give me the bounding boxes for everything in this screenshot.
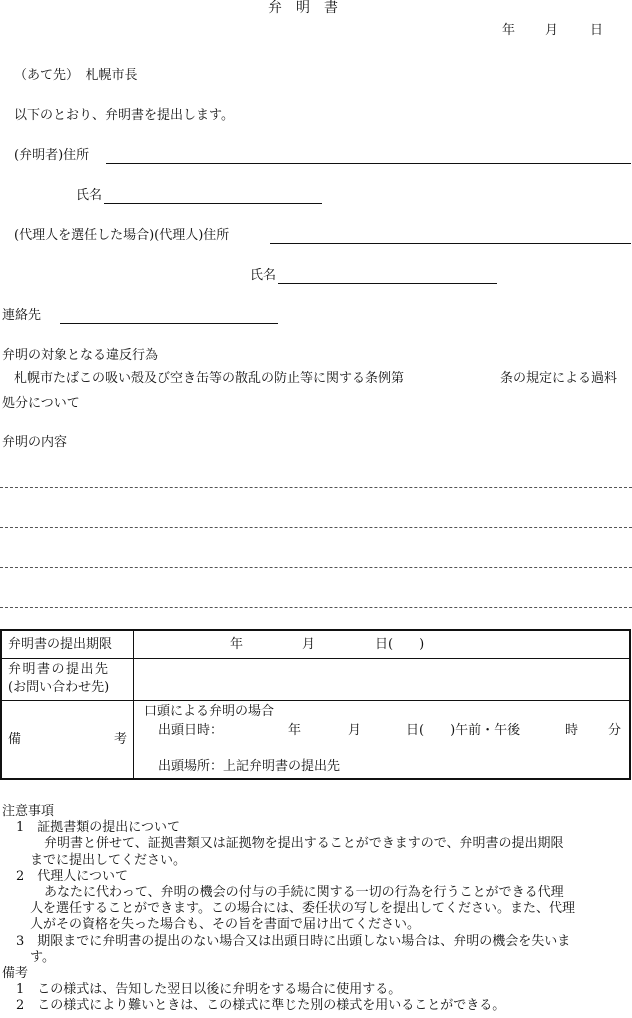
note-1-title: 1 証拠書類の提出について bbox=[16, 820, 181, 836]
notes-section bbox=[0, 804, 632, 1015]
date-year-label: 年 bbox=[502, 23, 516, 38]
note-2-line-1: あなたに代わって、弁明の機会の付与の手続に関する一切の行為を行うことができる代理 bbox=[44, 885, 564, 901]
deadline-day: 日( ) bbox=[375, 637, 425, 652]
document-title: 弁 明 書 bbox=[268, 0, 338, 16]
remarks-label-bi: 備 bbox=[8, 731, 22, 747]
contact-line[interactable] bbox=[60, 323, 278, 324]
appear-hour: 時 bbox=[565, 722, 579, 738]
applicant-name-label: 氏名 bbox=[76, 188, 103, 203]
note-2-line-3: 人がその資格を失った場合も、その旨を書面で届け出てください。 bbox=[30, 917, 421, 933]
note-2-title: 2 代理人について bbox=[16, 868, 129, 884]
remarks-label-ko: 考 bbox=[114, 731, 128, 747]
remarks-value-cell[interactable] bbox=[134, 700, 631, 779]
note-2-line-2: 人を選任することができます。この場合には、委任状の写しを提出してください。また、代理 bbox=[30, 901, 575, 917]
submit-to-value-cell[interactable] bbox=[134, 658, 631, 700]
appear-day-ampm: 日( )午前・午後 bbox=[406, 722, 521, 738]
appear-place: 出頭場所：上記弁明書の提出先 bbox=[158, 758, 341, 774]
deadline-label: 弁明書の提出期限 bbox=[8, 637, 113, 652]
deadline-row bbox=[1, 630, 630, 658]
agent-name-label: 氏名 bbox=[250, 268, 277, 283]
submit-to-label-cell bbox=[1, 658, 134, 700]
biko-item-1: 1 この様式は、告知した翌日以後に弁明をする場合に使用する。 bbox=[16, 982, 402, 998]
content-line-2[interactable] bbox=[0, 527, 632, 528]
applicant-address-line[interactable] bbox=[106, 163, 631, 164]
biko-heading: 備考 bbox=[2, 966, 29, 982]
submit-to-label: 弁明書の提出先 bbox=[8, 661, 110, 677]
violation-ordinance-text: 札幌市たばこの吸い殻及び空き缶等の散乱の防止等に関する条例第 bbox=[14, 371, 405, 386]
appear-year: 年 bbox=[288, 722, 302, 738]
remarks-row bbox=[1, 700, 630, 779]
note-1-line-1: 弁明書と併せて、証拠書類又は証拠物を提出することができますので、弁明書の提出期限 bbox=[44, 836, 564, 852]
appear-minute: 分 bbox=[608, 722, 622, 738]
appear-month: 月 bbox=[348, 722, 362, 738]
appear-datetime-label: 出頭日時： bbox=[158, 722, 224, 738]
deadline-month: 月 bbox=[302, 637, 316, 652]
violation-article-text: 条の規定による過料 bbox=[500, 371, 618, 386]
agent-address-label: (代理人を選任した場合)(代理人)住所 bbox=[14, 228, 230, 243]
oral-defense-heading: 口頭による弁明の場合 bbox=[144, 703, 275, 719]
content-line-4[interactable] bbox=[0, 607, 632, 608]
deadline-label-cell bbox=[1, 630, 134, 658]
content-line-1[interactable] bbox=[0, 487, 632, 488]
note-3-line-1: 3 期限までに弁明書の提出のない場合又は出頭日時に出頭しない場合は、弁明の機会を失いま bbox=[16, 933, 571, 949]
submission-info-table bbox=[0, 629, 631, 780]
note-1-line-2: までに提出してください。 bbox=[30, 852, 187, 868]
violation-disposal-text: 処分について bbox=[2, 396, 80, 411]
content-line-3[interactable] bbox=[0, 567, 632, 568]
date-day-label: 日 bbox=[590, 23, 604, 38]
date-month-label: 月 bbox=[545, 23, 559, 38]
note-3-line-2: す。 bbox=[30, 949, 55, 965]
remarks-label-cell bbox=[1, 700, 134, 779]
applicant-address-label: (弁明者)住所 bbox=[14, 148, 90, 163]
notes-heading: 注意事項 bbox=[2, 804, 55, 819]
violation-heading: 弁明の対象となる違反行為 bbox=[2, 348, 159, 363]
inquiry-label: (お問い合わせ先) bbox=[8, 679, 110, 695]
deadline-value-cell[interactable] bbox=[134, 630, 631, 658]
intro-text: 以下のとおり、弁明書を提出します。 bbox=[14, 108, 234, 123]
addressee: （あて先） 札幌市長 bbox=[14, 68, 138, 83]
agent-address-line[interactable] bbox=[270, 243, 631, 244]
contact-label: 連絡先 bbox=[2, 308, 42, 323]
content-heading: 弁明の内容 bbox=[2, 435, 68, 450]
deadline-year: 年 bbox=[230, 637, 244, 652]
submit-to-row bbox=[1, 658, 630, 700]
biko-item-2: 2 この様式により難いときは、この様式に準じた別の様式を用いることができる。 bbox=[16, 998, 506, 1014]
applicant-name-line[interactable] bbox=[104, 203, 322, 204]
agent-name-line[interactable] bbox=[278, 283, 497, 284]
